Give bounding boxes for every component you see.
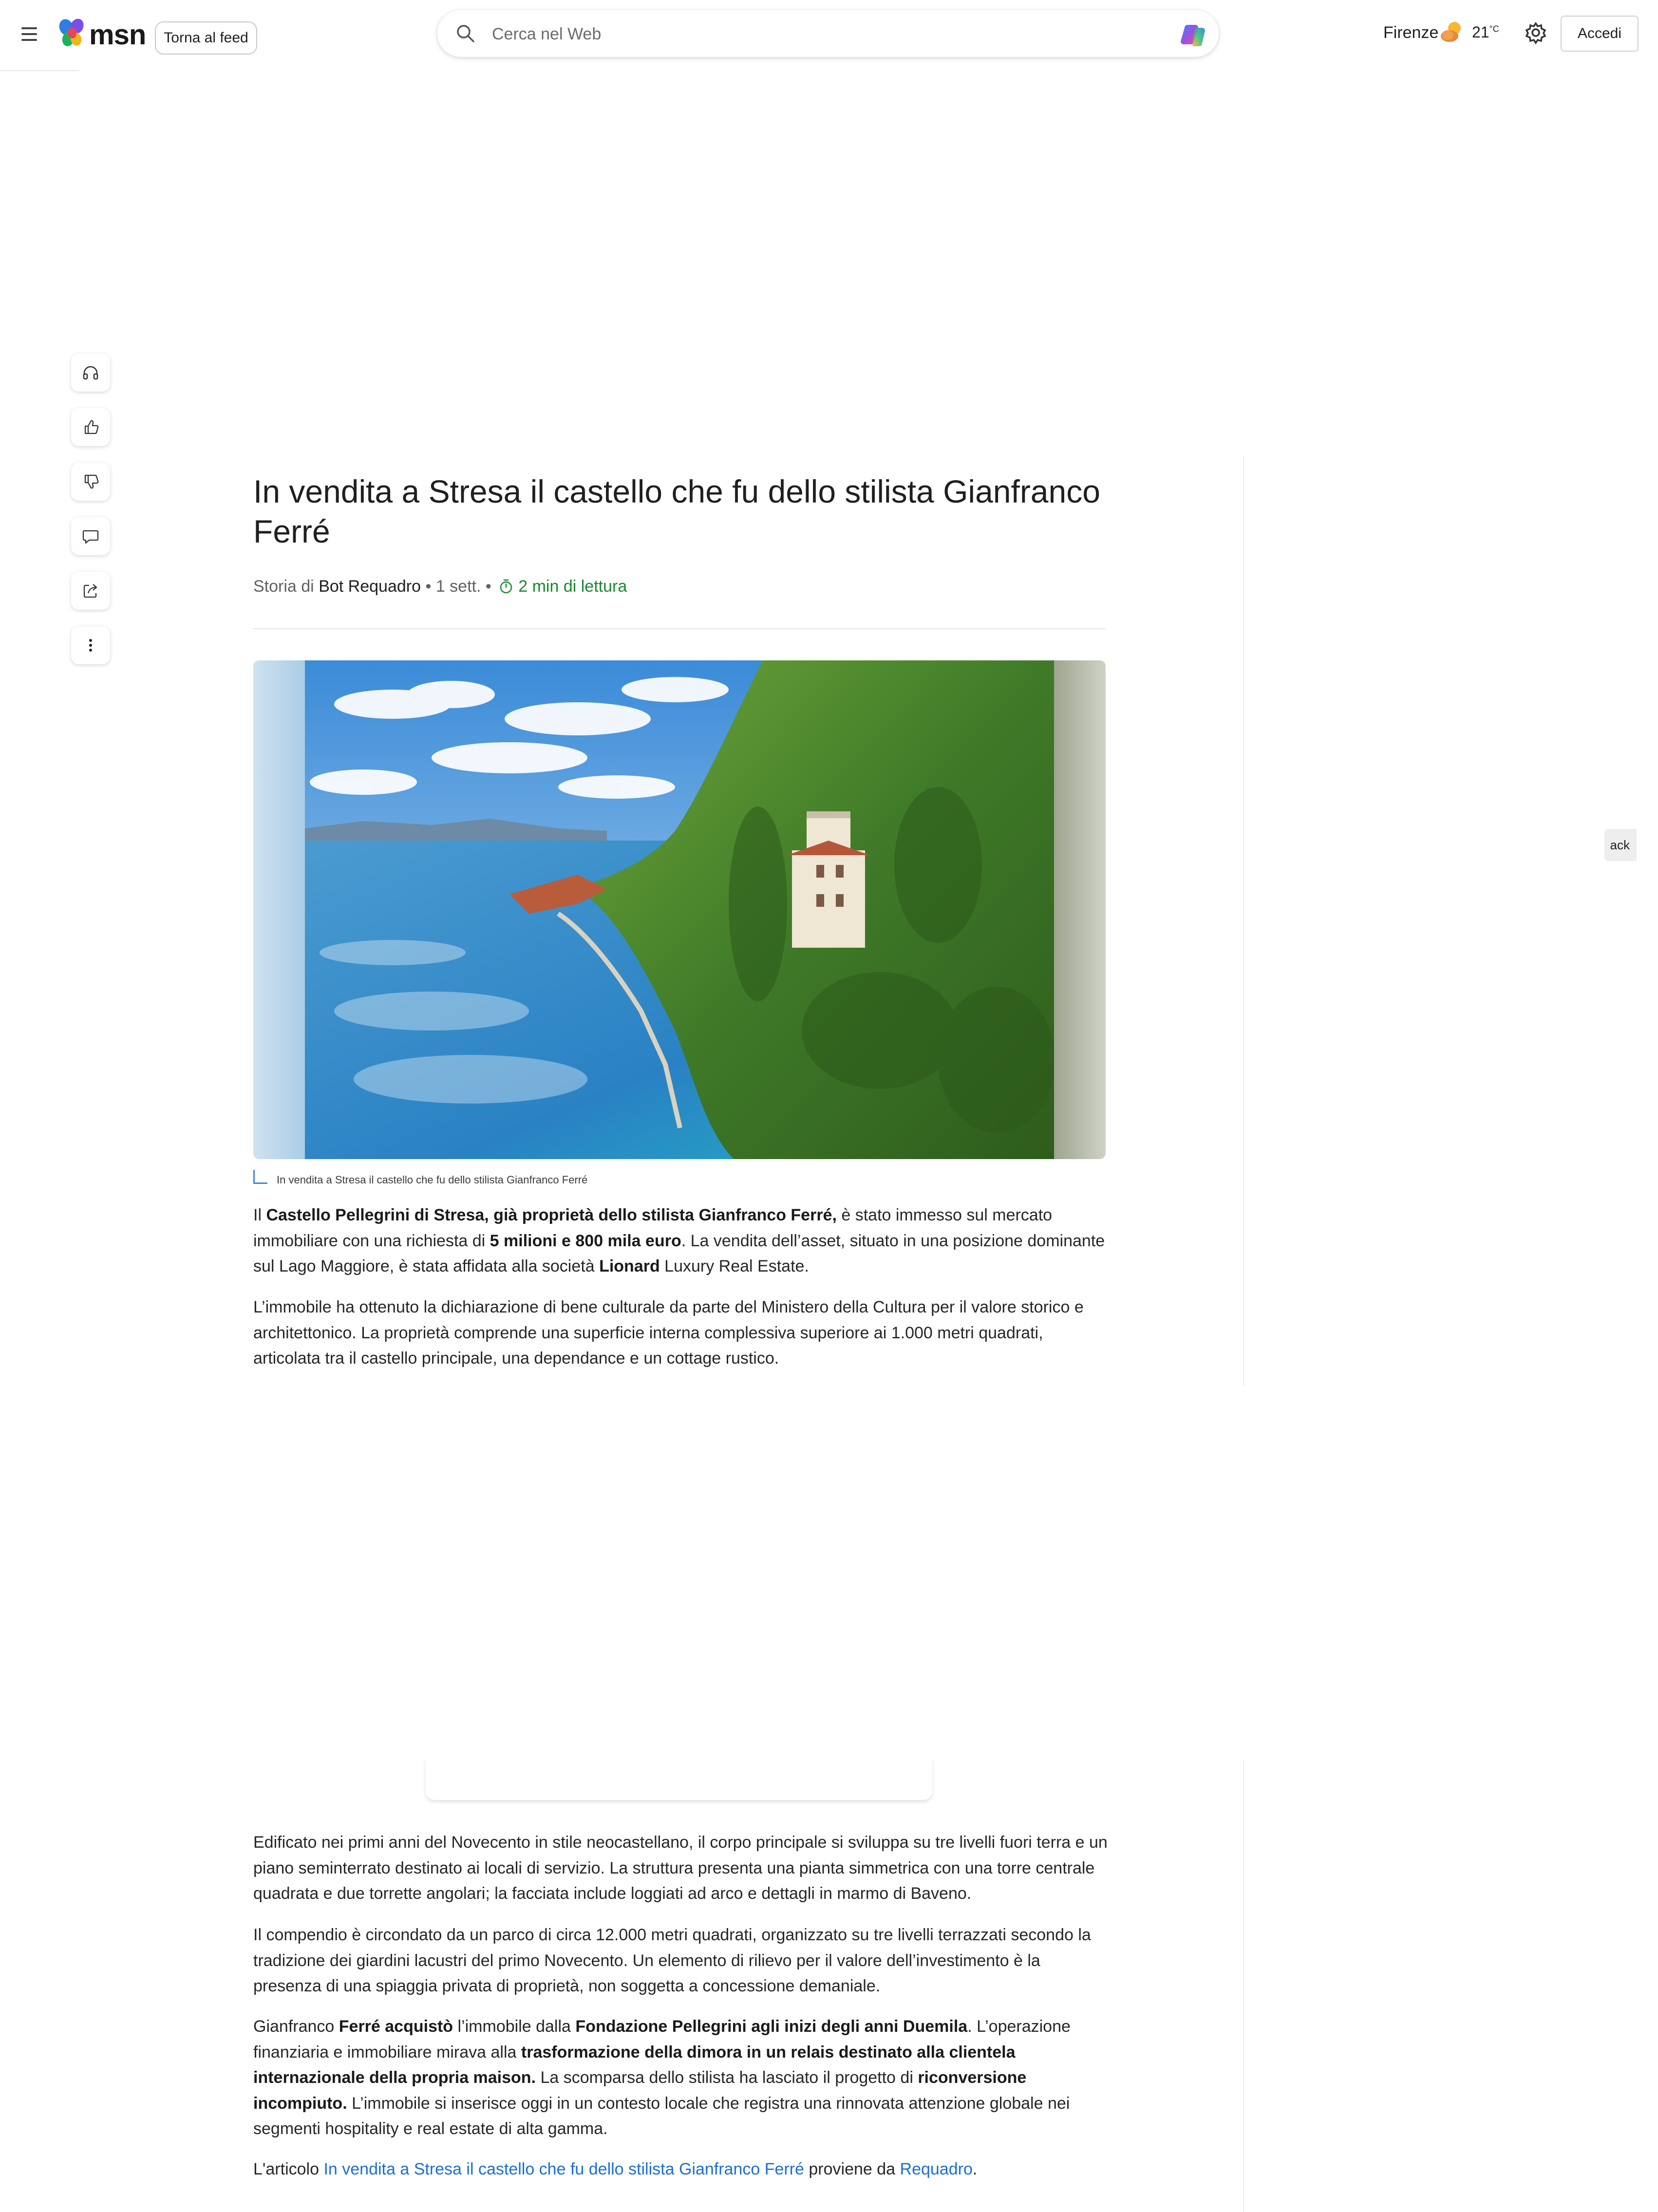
weather-city[interactable]: Firenze [1383,23,1439,42]
copilot-icon[interactable] [1179,21,1208,50]
paragraph-4: Il compendio è circondato da un parco di circa 12.000 metri quadrati, organizzato su tre livelli terrazzati secondo la tradizione dei giardini lacustri del primo Novecento. Un elemento di rilievo per il valore dell’investimento è la presenza di una spiaggia privata di proprietà, non soggetta a concessione demaniale. [253,1926,1091,1995]
paragraph-1: Il Castello Pellegrini di Stresa, già proprietà dello stilista Gianfranco Ferré, è stato immesso sul mercato immobiliare con una richiesta di 5 milioni e 800 mila euro. La vendita dell’asset, situato in una posizione dominante sul Lago Maggiore, è stata affidata alla società Lionard Luxury Real Estate. [253,1206,1105,1275]
listen-button[interactable] [71,354,110,392]
source-link[interactable]: Requadro [900,2160,973,2178]
msn-logo-icon[interactable] [56,17,90,51]
article-title: In vendita a Stresa il castello che fu dello stilista Gianfranco Ferré [253,473,1100,549]
right-column-divider [1243,456,1244,1386]
comment-button[interactable] [71,517,110,555]
share-icon [81,581,100,600]
partly-cloudy-icon[interactable] [1438,19,1466,47]
like-button[interactable] [71,408,110,446]
more-options-button[interactable] [71,626,110,664]
image-caption: In vendita a Stresa il castello che fu dello stilista Gianfranco Ferré [277,1174,588,1186]
paragraph-5: Gianfranco Ferré acquistò l’immobile dalla Fondazione Pellegrini agli inizi degli anni Duemila. L’operazione finanziaria e immobiliare mirava alla trasformazione della dimora in un relais destinato alla clientela internazionale della propria maison. La scomparsa dello stilista ha lasciato il progetto di riconversione incompiuto. L’immobile si inserisce oggi in un contesto locale che registra una rinnovata attenzione globale nei segmenti hospitality e real estate di alta gamma. [253,2017,1071,2138]
back-to-feed-button[interactable]: Torna al feed [155,21,257,55]
publish-date: 1 sett. [435,577,481,596]
top-bar [0,0,1658,71]
comment-icon [81,527,100,545]
byline-separator: • [425,577,432,596]
thumbs-up-icon [81,418,100,436]
byline-prefix: Storia di [253,577,314,596]
byline-separator: • [485,577,491,596]
thumbs-down-icon [81,472,100,491]
right-column-divider-lower [1243,1761,1244,2212]
read-time: 2 min di lettura [518,577,627,596]
top-bar-divider [0,70,79,71]
search-input[interactable] [491,18,1126,50]
image-blur-right [1054,660,1106,1159]
weather-temperature[interactable]: $21^{^\circ C}$ [1472,23,1499,41]
search-bar[interactable] [437,10,1219,57]
feedback-tab[interactable]: ack [1604,829,1637,861]
article-byline [253,577,627,596]
share-button[interactable] [71,572,110,610]
dislike-button[interactable] [71,463,110,501]
sign-in-button[interactable]: Accedi [1561,16,1639,52]
castle-lake-photo [305,660,1054,1159]
header-divider [253,628,1106,629]
hero-image[interactable] [253,660,1106,1159]
more-icon [81,636,100,655]
article-link[interactable]: In vendita a Stresa il castello che fu dello stilista Gianfranco Ferré [323,2160,804,2178]
author-link[interactable]: Bot Requadro [319,577,421,596]
timer-icon [498,578,514,595]
search-icon [454,22,477,45]
paragraph-3: Edificato nei primi anni del Novecento in stile neocastellano, il corpo principale si sviluppa su tre livelli fuori terra e un piano seminterrato destinato ai locali di servizio. La struttura presenta una pianta simmetrica con una torre centrale quadrata e due torrette angolari; la facciata include loggiati ad arco e dettagli in marmo di Baveno. [253,1833,1108,1903]
paragraph-2: L’immobile ha ottenuto la dichiarazione di bene culturale da parte del Ministero della Cultura per il valore storico e architettonico. La proprietà comprende una superficie interna complessiva superiore ai 1.000 metri quadrati, articolata tra il castello principale, una dependance e un cottage rustico. [253,1298,1084,1368]
gear-icon[interactable] [1524,20,1548,45]
headphones-icon [81,363,100,382]
caption-marker [253,1170,267,1184]
msn-logo-text[interactable]: msn [89,19,146,51]
ad-card-bottom [426,1758,932,1800]
menu-icon[interactable] [19,25,41,43]
image-blur-left [253,660,306,1159]
paragraph-source: L'articolo In vendita a Stresa il castello che fu dello stilista Gianfranco Ferré proviene da Requadro. [253,2160,978,2178]
